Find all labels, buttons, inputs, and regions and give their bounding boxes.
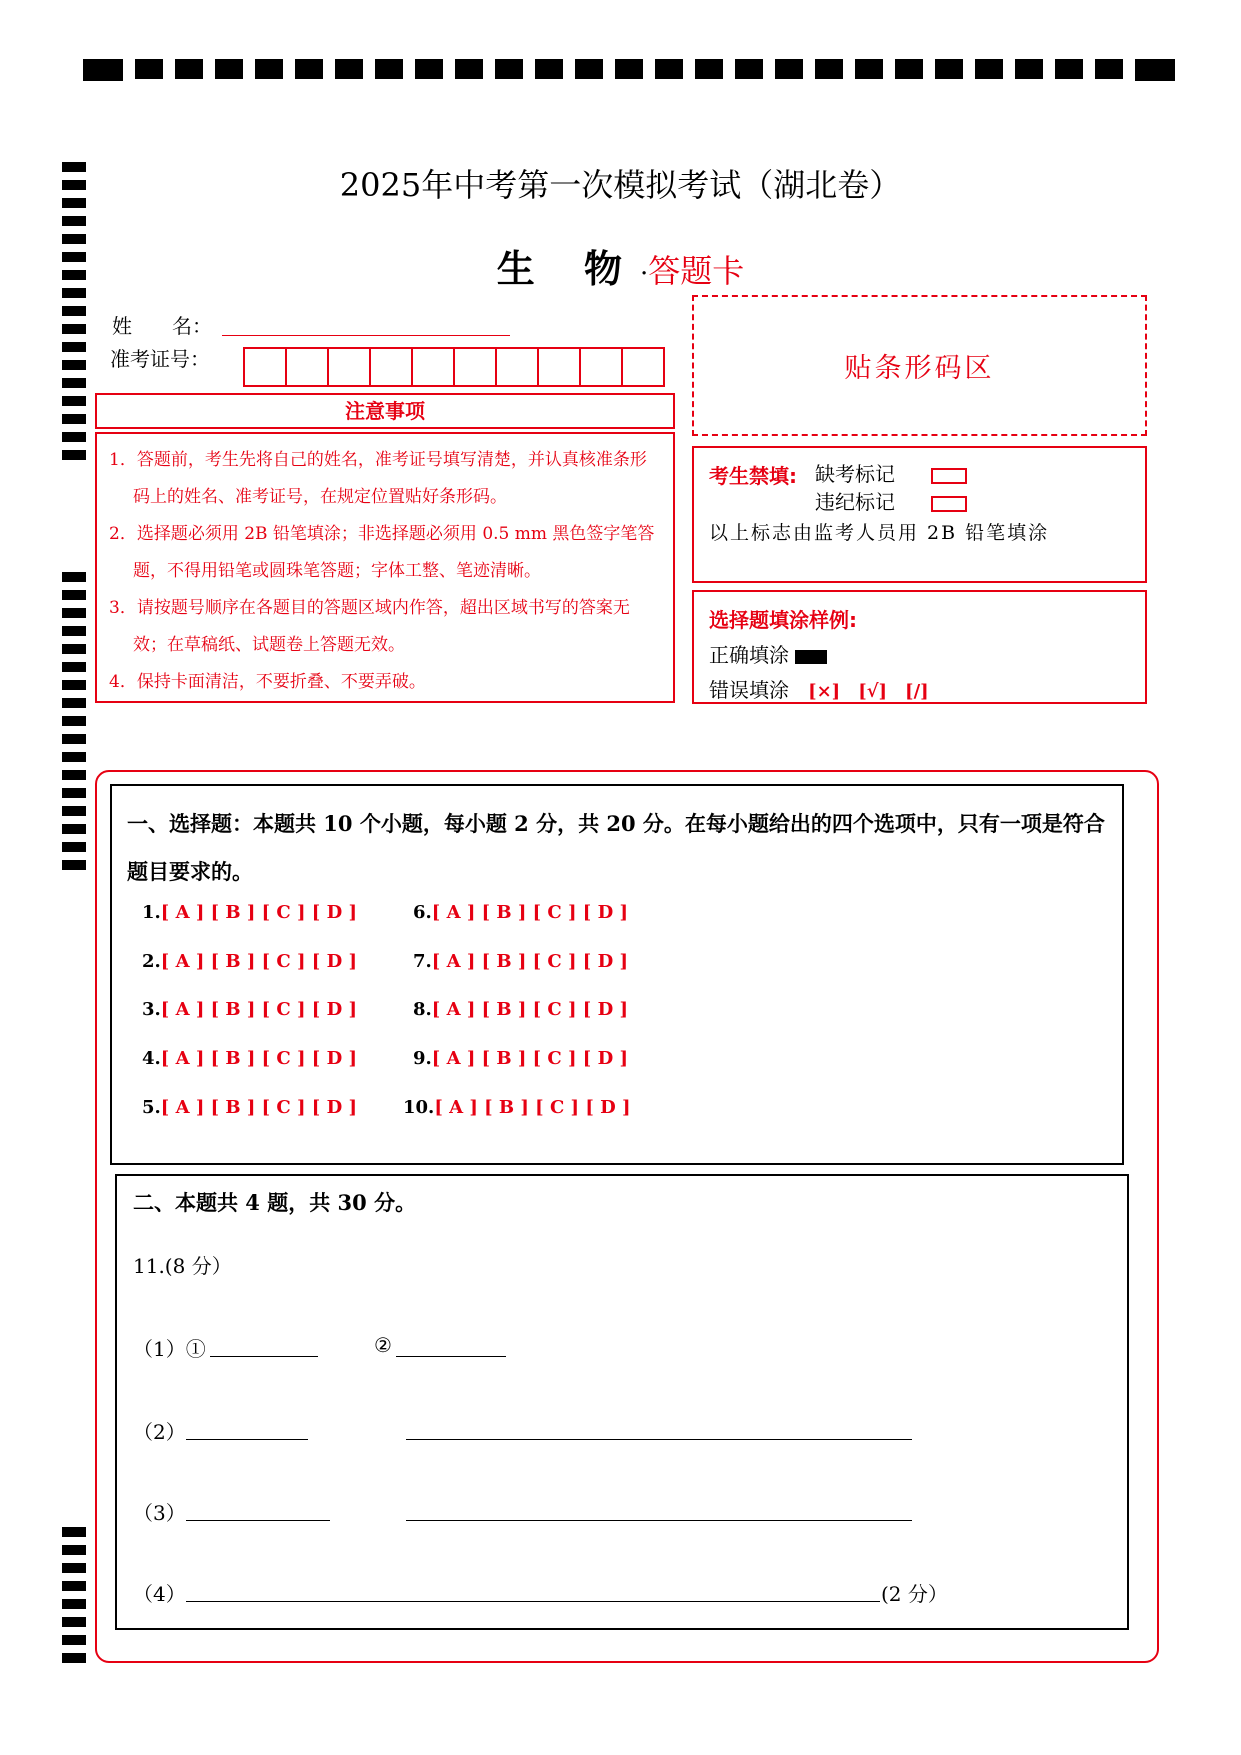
mc-question-5[interactable]: 5.[ A ] [ B ] [ C ] [ D ] bbox=[142, 1097, 357, 1118]
mc-question-2[interactable]: 2.[ A ] [ B ] [ C ] [ D ] bbox=[142, 951, 357, 972]
notice-item: 3．请按题号顺序在各题目的答题区域内作答，超出区域书写的答案无效；在草稿纸、试题卷上答题无效。 bbox=[109, 598, 630, 655]
section2-box bbox=[115, 1174, 1129, 1630]
wrong-fill-label: 错误填涂 bbox=[709, 678, 789, 702]
section2-heading: 二、本题共 4 题，共 30 分。 bbox=[133, 1190, 417, 1215]
subject-separator: · bbox=[639, 259, 649, 289]
absent-mark-box[interactable] bbox=[931, 468, 967, 484]
forbid-title: 考生禁填: bbox=[709, 464, 797, 488]
q11-part2-label: （2） bbox=[133, 1420, 186, 1444]
violation-label: 违纪标记 bbox=[815, 490, 895, 514]
mc-question-1[interactable]: 1.[ A ] [ B ] [ C ] [ D ] bbox=[142, 902, 357, 923]
sample-title: 选择题填涂样例: bbox=[709, 608, 857, 632]
q11-part4-label: （4） bbox=[133, 1582, 186, 1606]
mc-question-8[interactable]: 8.[ A ] [ B ] [ C ] [ D ] bbox=[413, 999, 628, 1020]
correct-fill-sample bbox=[795, 650, 827, 664]
id-digit-box[interactable] bbox=[581, 349, 623, 385]
name-field[interactable] bbox=[222, 335, 510, 336]
notice-box bbox=[95, 432, 675, 703]
q11-part2-answer-a[interactable] bbox=[186, 1439, 308, 1440]
q11-part3-answer-a[interactable] bbox=[186, 1520, 330, 1521]
left-timing-marks-bottom bbox=[62, 1527, 86, 1663]
id-digit-box[interactable] bbox=[287, 349, 329, 385]
q11-part4-score: (2 分） bbox=[881, 1582, 948, 1606]
fill-sample-box bbox=[692, 590, 1147, 704]
mc-question-7[interactable]: 7.[ A ] [ B ] [ C ] [ D ] bbox=[413, 951, 628, 972]
id-digit-box[interactable] bbox=[245, 349, 287, 385]
id-digit-box[interactable] bbox=[371, 349, 413, 385]
mc-question-3[interactable]: 3.[ A ] [ B ] [ C ] [ D ] bbox=[142, 999, 357, 1020]
notice-heading: 注意事项 bbox=[95, 393, 675, 429]
q11-part1b-label: ② bbox=[374, 1333, 392, 1357]
q11-part2-answer-b[interactable] bbox=[406, 1439, 912, 1440]
q11-part1-answer-b[interactable] bbox=[396, 1356, 506, 1357]
id-digit-box[interactable] bbox=[539, 349, 581, 385]
id-digit-box[interactable] bbox=[329, 349, 371, 385]
violation-mark-box[interactable] bbox=[931, 496, 967, 512]
correct-fill-label: 正确填涂 bbox=[709, 643, 789, 667]
section1-heading: 一、选择题：本题共 10 个小题，每小题 2 分，共 20 分。在每小题给出的四个选项中，只有一项是符合题目要求的。 bbox=[127, 811, 1105, 884]
q11-part4-answer[interactable] bbox=[186, 1601, 880, 1602]
exam-title: 2025年中考第一次模拟考试（湖北卷） bbox=[339, 166, 902, 204]
notice-item: 4．保持卡面清洁，不要折叠、不要弄破。 bbox=[109, 672, 426, 692]
id-label: 准考证号： bbox=[110, 347, 210, 371]
id-digit-box[interactable] bbox=[497, 349, 539, 385]
q11-part1-answer-a[interactable] bbox=[210, 1356, 318, 1357]
q11-label: 11.(8 分） bbox=[133, 1254, 232, 1278]
id-digit-box[interactable] bbox=[455, 349, 497, 385]
subject-heading bbox=[0, 238, 1241, 293]
left-timing-marks-middle bbox=[62, 572, 86, 870]
absent-label: 缺考标记 bbox=[815, 462, 895, 486]
barcode-area: 贴条形码区 bbox=[692, 295, 1147, 436]
forbid-note: 以上标志由监考人员用 2B 铅笔填涂 bbox=[709, 522, 1050, 544]
q11-part3-label: （3） bbox=[133, 1501, 186, 1525]
notice-item: 1．答题前，考生先将自己的姓名，准考证号填写清楚，并认真核准条形码上的姓名、准考证号，在规定位置贴好条形码。 bbox=[109, 450, 647, 507]
mc-question-4[interactable]: 4.[ A ] [ B ] [ C ] [ D ] bbox=[142, 1048, 357, 1069]
subject-name: 生 物 bbox=[496, 246, 640, 291]
id-digit-box[interactable] bbox=[413, 349, 455, 385]
mc-question-9[interactable]: 9.[ A ] [ B ] [ C ] [ D ] bbox=[413, 1048, 628, 1069]
q11-part3-answer-b[interactable] bbox=[406, 1520, 912, 1521]
q11-part1-label: （1）① bbox=[133, 1337, 206, 1361]
mc-question-10[interactable]: 10.[ A ] [ B ] [ C ] [ D ] bbox=[403, 1097, 631, 1118]
wrong-fill-samples: [×] [√] [/] bbox=[808, 681, 929, 702]
notice-item: 2．选择题必须用 2B 铅笔填涂；非选择题必须用 0.5 mm 黑色签字笔答题，不得用铅笔或圆珠笔答题；字体工整、笔迹清晰。 bbox=[109, 524, 655, 581]
name-label: 姓 名： bbox=[112, 314, 212, 338]
top-timing-marks bbox=[83, 59, 1175, 81]
left-timing-marks-top bbox=[62, 162, 86, 460]
examinee-forbidden-box bbox=[692, 446, 1147, 583]
id-digit-box[interactable] bbox=[623, 349, 663, 385]
id-number-boxes[interactable] bbox=[243, 347, 665, 387]
mc-question-6[interactable]: 6.[ A ] [ B ] [ C ] [ D ] bbox=[413, 902, 628, 923]
answer-card-label: 答题卡 bbox=[648, 252, 745, 290]
